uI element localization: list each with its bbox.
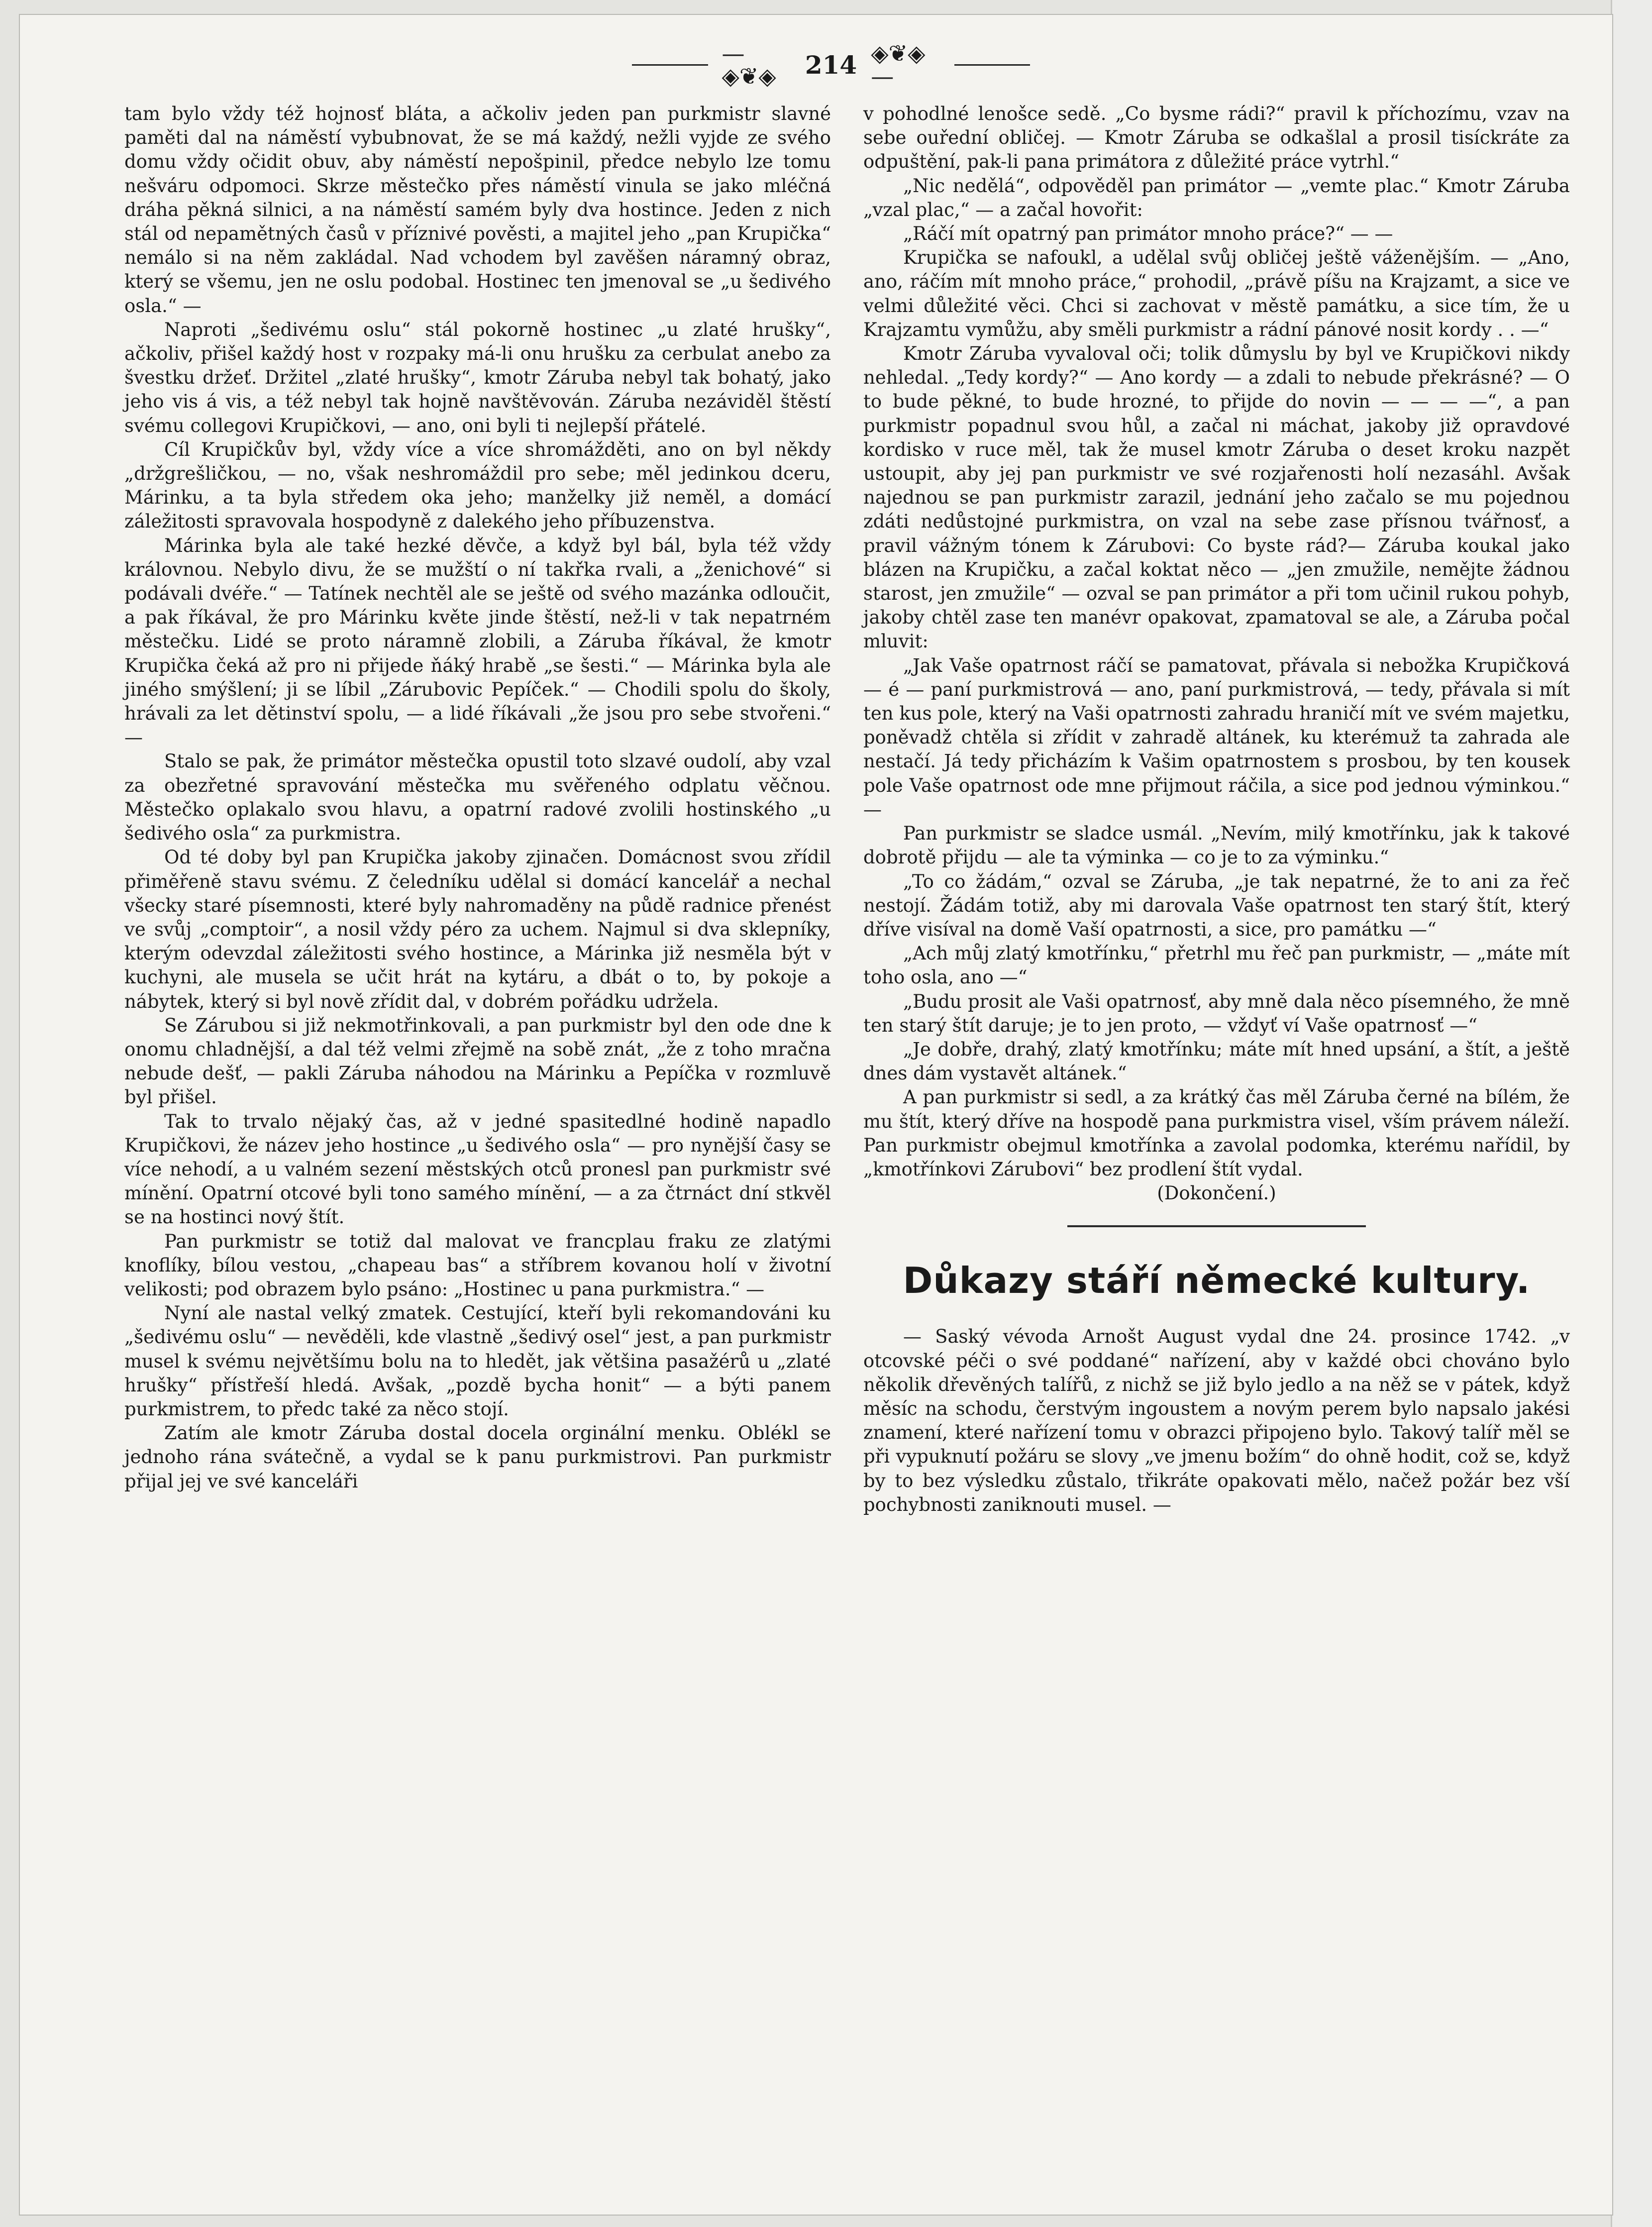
paragraph: „Jak Vaše opatrnost ráčí se pamatovat, přávala si nebožka Krupičková — é — paní purkmistrová — ano, paní purkmistrová, — tedy, přávala si mít ten kus pole, který na Vaši opatrnosti zahradu hraničí mít ve svém majetku, poněvadž chtěla si zřídit v zahradě altánek, ku kterémuž ta zahrada ale nestačí. Já tedy přicházím k Vašim opatrnostem s prosbou, by ten kousek pole Vaše opatrnost ode mne přijmout ráčila, a sice pod jednou výminkou.“ — [863, 654, 1570, 820]
header-rule-left [632, 64, 708, 66]
paragraph: Nyní ale nastal velký zmatek. Cestující, kteří byli rekomandováni ku „šedivému oslu“ — nevěděli, kde vlastně „šedivý osel“ jest, a pan purkmistr musel k svému největšímu bolu na to hledět, jak většina pasažérů u „zlaté hrušky“ přístřeší hledá. Avšak, „pozdě bycha honit“ — a býti panem purkmistrem, to předc také za něco stojí. [124, 1302, 831, 1420]
paragraph: Od té doby byl pan Krupička jakoby zjinačen. Domácnost svou zřídil přiměřeně stavu svému. Z čeledníku udělal si domácí kancelář a nechal všecky staré písemnosti, které byly nahromaděny na půdě radnice přenést ve svůj „comptoir“, a nosil vždy péro za uchem. Najmul si dva sklepníky, kterým odevzdal záležitosti svého hostince, a Márinka již nesměla být v kuchyni, ale musela se učit hrát na kytáru, a dbát o to, by pokoje a nábytek, který si byl nově zřídit dal, v dobrém pořádku udržela. [124, 847, 831, 1012]
scan-right-edge [1611, 0, 1652, 2227]
paragraph: Pan purkmistr se totiž dal malovat ve francplau fraku ze zlatými knoflíky, bílou vestou, „chapeau bas“ a stříbrem kovanou holí v životní velikosti; pod obrazem bylo psáno: „Hostinec u pana purkmistra.“ — [124, 1230, 831, 1300]
page-header [632, 40, 1030, 90]
continuation-note: (Dokončení.) [1157, 1182, 1276, 1204]
paragraph: Zatím ale kmotr Záruba dostal docela orginální menku. Oblékl se jednoho rána svátečně, a vydal se k panu purkmistrovi. Pan purkmistr přijal jej ve své kanceláři [124, 1422, 831, 1492]
paragraph: Pan purkmistr se sladce usmál. „Nevím, milý kmotřínku, jak k takové dobrotě přijdu — ale ta výminka — co je to za výminku.“ [863, 823, 1570, 868]
paragraph: A pan purkmistr si sedl, a za krátký čas měl Záruba černé na bílém, že mu štít, který dříve na hospodě pana purkmistra visel, vším právem náleží. Pan purkmistr obejmul kmotřínka a zavolal podomka, kterému nařídil, by „kmotřínkovi Zárubovi“ bez prodlení štít vydal. [863, 1086, 1570, 1180]
article-title: Důkazy stáří německé kultury. [903, 1260, 1531, 1302]
paragraph: „Budu prosit ale Vaši opatrnosť, aby mně dala něco písemného, že mně ten starý štít daruje; je to jen proto, — vždyť ví Vaše opatrnosť —“ [863, 990, 1570, 1036]
paragraph: Se Zárubou si již nekmotřinkovali, a pan purkmistr byl den ode dne k onomu chladnější, a dal též velmi zřejmě na sobě znát, „že z toho mračna nebude dešť, — pakli Záruba náhodou na Márinku a Pepíčka v rozmluvě byl přišel. [124, 1014, 831, 1108]
paragraph: Krupička se nafoukl, a udělal svůj obličej ještě váženějším. — „Ano, ano, ráčím mít mnoho práce,“ prohodil, „právě píšu na Krajzamt, a sice ve velmi důležité věci. Chci si zachovat v městě památku, a sice tím, že u Krajzamtu vymůžu, aby směli purkmistr a rádní pánové nosit kordy . . —“ [863, 247, 1570, 340]
paragraph: Kmotr Záruba vyvaloval oči; tolik důmyslu by byl ve Krupičkovi nikdy nehledal. „Tedy kordy?“ — Ano kordy — a zdali to nebude překrásné? — O to bude pěkné, to bude hrozné, to přijde do novin — — — —“, a pan purkmistr popadnul svou hůl, a začal ni máchat, jakoby již opravdové kordisko v ruce měl, tak že musel kmotr Záruba o deset kroku nazpět ustoupit, aby jej pan purkmistr ve své rozjařenosti holí nezasáhl. Avšak najednou se pan purkmistr zarazil, jednání jeho začalo se mu pojednou zdáti nedůstojné purkmistra, on vzal na sebe zase přísnou tvářnosť, a pravil vážným tónem k Zárubovi: Co byste rád?— Záruba koukal jako blázen na Krupičku, a začal koktat něco — „jen zmužile, nemějte žádnou starost, jen zmužile“ — ozval se pan primátor a při tom učinil rukou pohyb, jakoby chtěl zase ten manévr opakovat, zpamatoval se ale, a Záruba počal mluvit: [863, 343, 1570, 652]
paragraph: „Nic nedělá“, odpověděl pan primátor — „vemte plac.“ Kmotr Záruba „vzal plac,“ — a začal hovořit: [863, 175, 1570, 220]
right-column [863, 102, 1570, 1517]
header-rule-right [954, 64, 1031, 66]
paragraph: „Ach můj zlatý kmotřínku,“ přetrhl mu řeč pan purkmistr, — „máte mít toho osla, ano —“ [863, 943, 1570, 988]
left-column [124, 102, 831, 1493]
page-number: 214 [805, 50, 857, 80]
paragraph: Márinka byla ale také hezké děvče, a když byl bál, byla též vždy královnou. Nebylo divu, že se mužští o ní takřka rvali, a „ženichové“ si podávali dvéře.“ — Tatínek nechtěl ale se ještě od svého mazánka odloučit, a pak říkával, že pro Márinku květe jinde štěstí, než-li v tak nepatrném městečku. Lidé se proto náramně zlobili, a Záruba říkával, že kmotr Krupička čeká až pro ni přijede ňáký hrabě „se šesti.“ — Márinka byla ale jiného smýšlení; ji se líbil „Zárubovic Pepíček.“ — Chodili spolu do školy, hrávali za let dětinství spolu, — a lidé říkávali „že jsou pro sebe stvořeni.“ — [124, 534, 831, 748]
paragraph: „To co žádám,“ ozval se Záruba, „je tak nepatrné, že to ani za řeč nestojí. Žádám totiž, aby mi darovala Vaše opatrnost ten starý štít, který dříve visíval na domě Vaší opatrnosti, a sice, pro památku —“ [863, 870, 1570, 940]
paragraph: Tak to trvalo nějaký čas, až v jedné spasitedlné hodině napadlo Krupičkovi, že název jeho hostince „u šedivého osla“ — pro nynější časy se více nehodí, a u valném sezení městských otců pronesl pan purkmistr své mínění. Opatrní otcové byli tono samého mínění, — a za čtrnáct dní stkvěl se na hostinci nový štít. [124, 1110, 831, 1228]
paragraph: Cíl Krupičkův byl, vždy více a více shromážděti, ano on byl někdy „držgrešličkou, — no, však neshromáždil pro sebe; měl jedinkou dceru, Márinku, a ta byla středem oka jeho; manželky již neměl, a domácí záležitosti spravovala hospodyně z dalekého jeho příbuzenstva. [124, 438, 831, 532]
header-ornament-right: ◈❦◈— [871, 40, 926, 90]
paragraph: Stalo se pak, že primátor městečka opustil toto slzavé oudolí, aby vzal za obezřetné spravování městečka mu svěřeného odplatu věčnou. Městečko oplakalo svou hlavu, a opatrní radové zvolili hostinského „u šedivého osla“ za purkmistra. [124, 750, 831, 845]
header-ornament-left: —◈❦◈ [722, 40, 776, 90]
paragraph: „Je dobře, drahý, zlatý kmotřínku; máte mít hned upsání, a štít, a ještě dnes dám vystavět altánek.“ [863, 1038, 1570, 1084]
paragraph: „Ráčí mít opatrný pan primátor mnoho práce?“ — — [903, 223, 1393, 245]
paragraph: tam bylo vždy též hojnosť bláta, a ačkoliv jeden pan purkmistr slavné paměti dal na náměstí vybubnovat, že se má každý, nežli vyjde ze svého domu vždy očidit obuv, aby náměstí nepošpinil, předce nebylo lze tomu nešváru odpomoci. Skrze městečko přes náměstí vinula se jako mléčná dráha pěkná silnici, a na náměstí samém byly dva hostince. Jeden z nich stál od nepamětných časů v příznivé pověsti, a majitel jeho „pan Krupička“ nemálo si na něm zakládal. Nad vchodem byl zavěšen náramný obraz, který se všemu, jen ne oslu podobal. Hostinec ten jmenoval se „u šedivého osla.“ — [124, 103, 831, 317]
paragraph: Naproti „šedivému oslu“ stál pokorně hostinec „u zlaté hrušky“, ačkoliv, přišel každý host v rozpaky má-li onu hrušku za cerbulat anebo za švestku držeť. Držitel „zlaté hrušky“, kmotr Záruba nebyl tak bohatý, jako jeho vis á vis, a též nebyl tak hojně navštěvován. Záruba nezáviděl štěstí svému collegovi Krupičkovi, — ano, oni byli ti nejlepší přátelé. [124, 318, 831, 436]
article-divider [1067, 1225, 1366, 1227]
paragraph: v pohodlné lenošce sedě. „Co bysme rádi?“ pravil k příchozímu, vzav na sebe ouřední obličej. — Kmotr Záruba se odkašlal a prosil tisíckráte za odpuštění, pak-li pana primátora z důležité práce vytrhl.“ [863, 103, 1570, 173]
article-body: — Saský vévoda Arnošt August vydal dne 24. prosince 1742. „v otcovské péči o své poddané“ nařízení, aby v každé obci chováno bylo několik dřevěných talířů, z nichž se již bylo jedlo a na něž se v pátek, když měsíc na schodu, čerstvým ingoustem a novým perem bylo napsalo jakési znamení, které nařízení tomu v obrazci připojeno bylo. Takový talíř měl se při vypuknutí požáru se slovy „ve jmenu božím“ do ohně hodit, což se, když by to bez výsledku zůstalo, třikráte opakovati mělo, načež požár bez vší pochybnosti zaniknouti musel. — [863, 1326, 1570, 1515]
